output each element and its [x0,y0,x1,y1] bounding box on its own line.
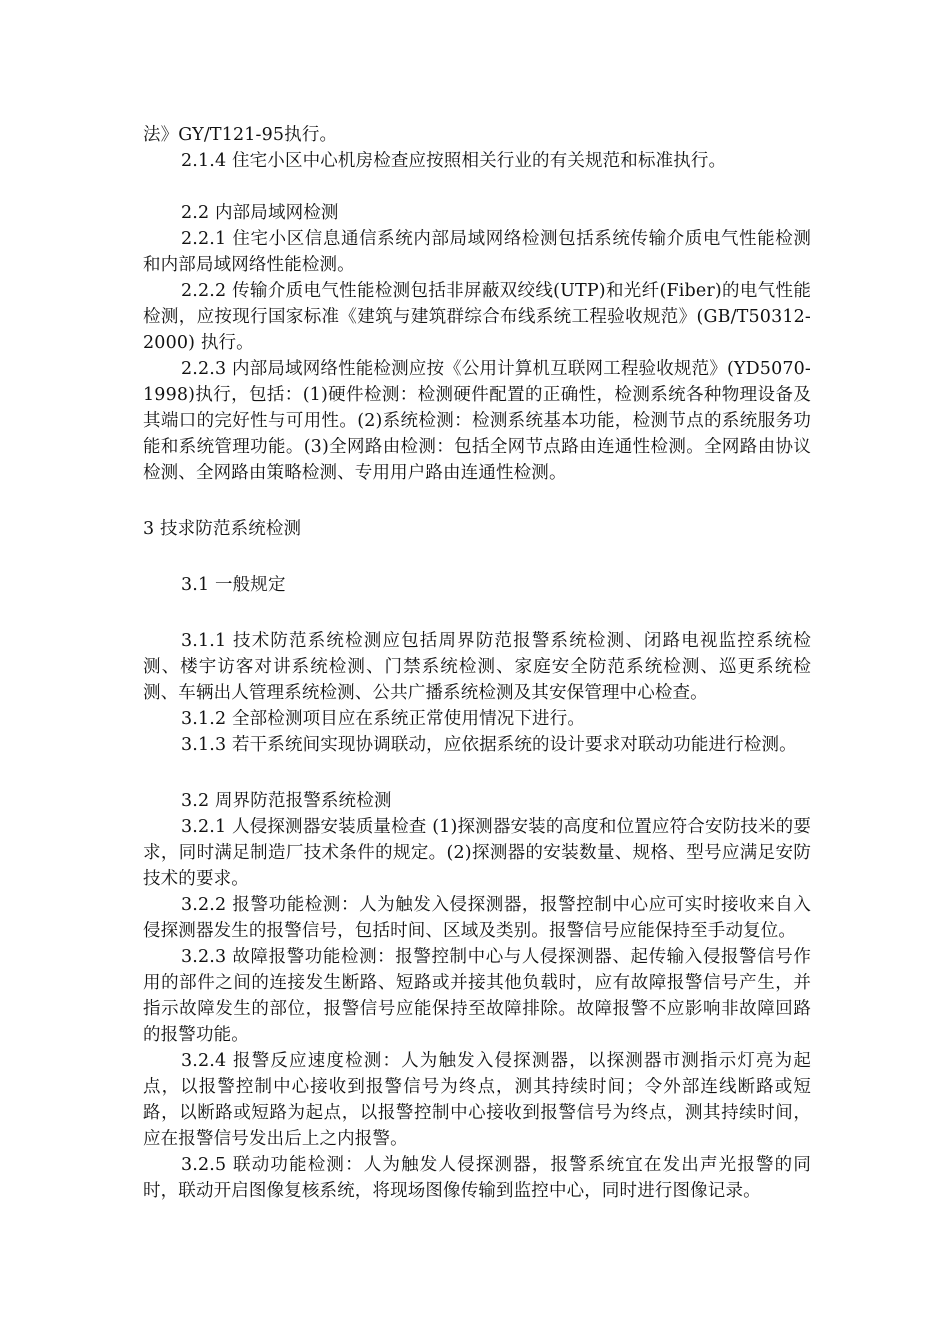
chapter-heading-3: 3 技求防范系统检测 [143,519,302,539]
document-body [143,122,811,1204]
paragraph-continuation: 法》GY/T121-95执行。 [143,125,338,145]
paragraph-2-2-1: 2.2.1 住宅小区信息通信系统内部局域网络检测包括系统传输介质电气性能检测和内部局域网络性能检测。 [143,229,811,275]
paragraph-3-1-3: 3.1.3 若干系统间实现协调联动，应依据系统的设计要求对联动功能进行检测。 [181,735,797,755]
paragraph-3-2-2: 3.2.2 报警功能检测：人为触发入侵探测器，报警控制中心应可实时接收来自入侵探测器发生的报警信号，包括时间、区域及类别。报警信号应能保持至手动复位。 [143,895,811,941]
paragraph-3-2-4: 3.2.4 报警反应速度检测：人为触发入侵探测器，以探测器市测指示灯亮为起点，以报警控制中心接收到报警信号为终点，测其持续时间；令外部连线断路或短路，以断路或短路为起点，以报警控制中心接收到报警信号为终点，测其持续时间，应在报警信号发出后上之内报警。 [143,1051,811,1149]
section-heading-3-1: 3.1 一般规定 [181,575,286,595]
paragraph-2-2-2: 2.2.2 传输介质电气性能检测包括非屏蔽双绞线(UTP)和光纤(Fiber)的电气性能检测，应按现行国家标准《建筑与建筑群综合布线系统工程验收规范》(GB/T50312-2000) 执行。 [143,281,811,353]
paragraph-2-1-4: 2.1.4 住宅小区中心机房检查应按照相关行业的有关规范和标准执行。 [181,151,727,171]
paragraph-3-2-1: 3.2.1 人侵探测器安装质量检查 (1)探测器安装的高度和位置应符合安防技米的要求，同时满足制造厂技术条件的规定。(2)探测器的安装数量、规格、型号应满足安防技术的要求。 [143,817,811,889]
paragraph-3-1-1: 3.1.1 技术防范系统检测应包括周界防范报警系统检测、闭路电视监控系统检测、楼宇访客对讲系统检测、门禁系统检测、家庭安全防范系统检测、巡更系统检测、车辆出人管理系统检测、公共广播系统检测及其安保管理中心检查。 [143,631,811,703]
section-heading-3-2: 3.2 周界防范报警系统检测 [181,791,392,811]
paragraph-3-2-3: 3.2.3 故障报警功能检测：报警控制中心与人侵探测器、起传输入侵报警信号作用的部件之间的连接发生断路、短路或并接其他负载时，应有故障报警信号产生，并指示故障发生的部位，报警信号应能保持至故障排除。故障报警不应影响非故障回路的报警功能。 [143,947,811,1045]
section-heading-2-2: 2.2 内部局域网检测 [181,203,339,223]
paragraph-3-2-5: 3.2.5 联动功能检测：人为触发人侵探测器，报警系统宜在发出声光报警的同时，联动开启图像复核系统，将现场图像传输到监控中心，同时进行图像记录。 [143,1155,811,1201]
paragraph-3-1-2: 3.1.2 全部检测项目应在系统正常使用情况下进行。 [181,709,585,729]
paragraph-2-2-3: 2.2.3 内部局域网络性能检测应按《公用计算机互联网工程验收规范》(YD5070-1998)执行，包括：(1)硬件检测：检测硬件配置的正确性，检测系统各种物理设备及其端口的完好性与可用性。(2)系统检测：检测系统基本功能，检测节点的系统服务功能和系统管理功能。(3)全网路由检测：包括全网节点路由连通性检测。全网路由协议检测、全网路由策略检测、专用用户路由连通性检测。 [143,359,811,483]
